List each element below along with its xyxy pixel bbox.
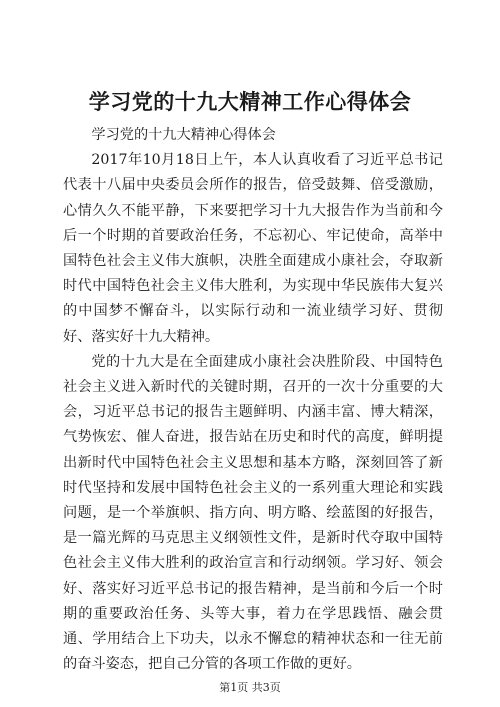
document-title: 学习党的十九大精神工作心得体会 — [88, 90, 412, 114]
paragraph-2: 党的十九大是在全面建成小康社会决胜阶段、中国特色社会主义进入新时代的关键时期，召开的一次十分重要的大会，习近平总书记的报告主题鲜明、内涵丰富、博大精深，气势恢宏、催人奋进，报告站在历史和时代的高度，鲜明提出新时代中国特色社会主义思想和基本方略，深刻回答了新时代坚持和发展中国特色社会主义的一系列重大理论和实践问题，是一个举旗帜、指方向、明方略、绘蓝图的好报告，是一篇光辉的马克思主义纲领性文件，是新时代夺取中国特色社会主义伟大胜利的政治宣言和行动纲领。学习好、领会好、落实好习近平总书记的报告精神，是当前和今后一个时期的重要政治任务、头等大事，着力在学思践悟、融会贯通、学用结合上下功夫，以永不懈怠的精神状态和一往无前的奋斗姿态，把自己分管的各项工作做的更好。 — [63, 353, 443, 673]
paragraph-1: 2017年10月18日上午，本人认真收看了习近平总书记代表十八届中央委员会所作的报告，倍受鼓舞、倍受激励，心情久久不能平静，下来要把学习十九大报告作为当前和今后一个时期的首要政治任务，不忘初心、牢记使命，高举中国特色社会主义伟大旗帜，决胜全面建成小康社会，夺取新时代中国特色社会主义伟大胜利，为实现中华民族伟大复兴的中国梦不懈奋斗，以实际行动和一流业绩学习好、贯彻好、落实好十九大精神。 — [63, 152, 443, 345]
page-number-footer: 第1页 共3页 — [219, 681, 281, 694]
document-body — [63, 123, 443, 677]
document-subtitle: 学习党的十九大精神心得体会 — [91, 127, 276, 143]
